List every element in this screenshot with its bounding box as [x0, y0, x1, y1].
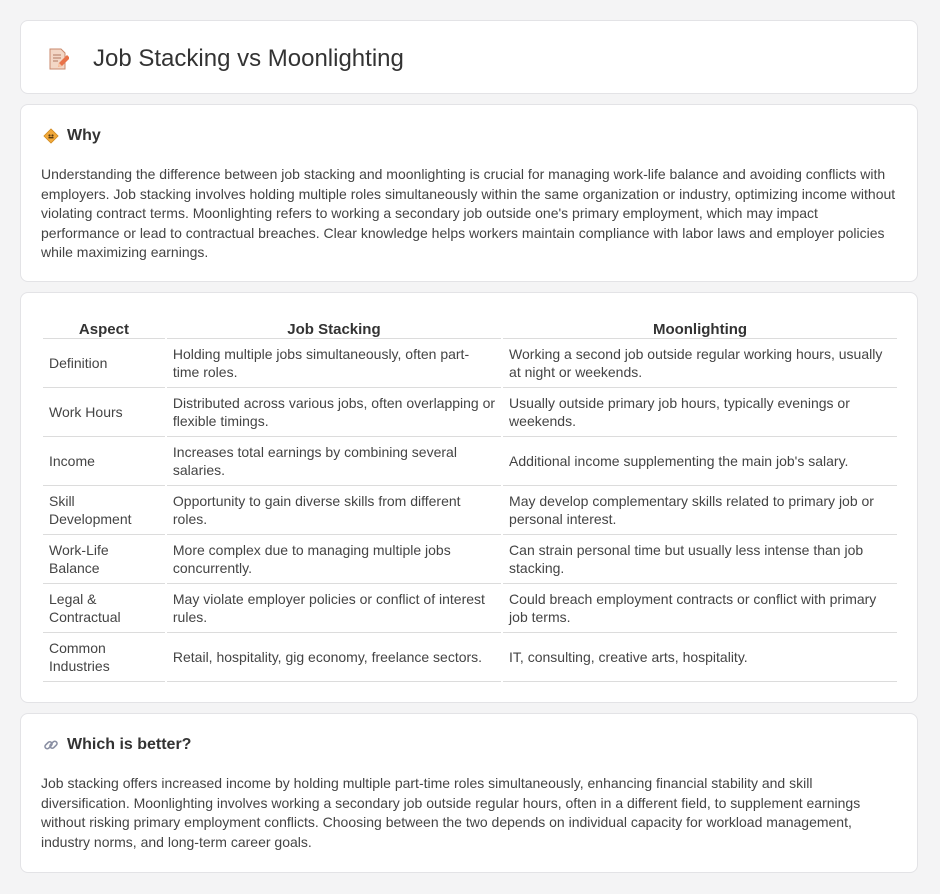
cell-aspect: Common Industries [43, 633, 165, 682]
cell-stacking: Holding multiple jobs simultaneously, often part-time roles. [167, 339, 501, 388]
cell-stacking: May violate employer policies or conflict of interest rules. [167, 584, 501, 633]
cell-moonlighting: Additional income supplementing the main job's salary. [503, 437, 897, 486]
page-title: Job Stacking vs Moonlighting [93, 45, 404, 72]
table-row [43, 388, 897, 437]
header-job-stacking: Job Stacking [167, 313, 501, 339]
which-better-card [20, 713, 918, 873]
why-card [20, 104, 918, 282]
table-row [43, 584, 897, 633]
header-moonlighting: Moonlighting [503, 313, 897, 339]
cell-stacking: Retail, hospitality, gig economy, freelance sectors. [167, 633, 501, 682]
cell-moonlighting: Can strain personal time but usually less intense than job stacking. [503, 535, 897, 584]
cell-aspect: Work-Life Balance [43, 535, 165, 584]
title-row [47, 45, 404, 73]
comparison-card [20, 292, 918, 703]
cell-stacking: Opportunity to gain diverse skills from different roles. [167, 486, 501, 535]
cell-moonlighting: IT, consulting, creative arts, hospitality. [503, 633, 897, 682]
header-aspect: Aspect [43, 313, 165, 339]
cell-aspect: Skill Development [43, 486, 165, 535]
link-icon [43, 737, 59, 753]
table-header-row [43, 313, 897, 339]
table-row [43, 437, 897, 486]
diamond-sign-icon [43, 128, 59, 144]
cell-moonlighting: Could breach employment contracts or conflict with primary job terms. [503, 584, 897, 633]
cell-aspect: Income [43, 437, 165, 486]
cell-stacking: Distributed across various jobs, often overlapping or flexible timings. [167, 388, 501, 437]
cell-aspect: Legal & Contractual [43, 584, 165, 633]
better-body: Job stacking offers increased income by holding multiple part-time roles simultaneously, enhancing financial stability and skill diversification. Moonlighting involves working a secondary job outside regular hours, often in a different field, to supplement earnings without risking primary employment conflicts. Choosing between the two depends on individual capacity for workload management, industry norms, and long-term career goals. [41, 775, 861, 850]
comparison-table [41, 313, 899, 682]
table-row [43, 535, 897, 584]
cell-moonlighting: May develop complementary skills related to primary job or personal interest. [503, 486, 897, 535]
why-title: Why [67, 127, 101, 144]
why-header [43, 127, 101, 145]
cell-stacking: More complex due to managing multiple jobs concurrently. [167, 535, 501, 584]
cell-moonlighting: Usually outside primary job hours, typically evenings or weekends. [503, 388, 897, 437]
cell-moonlighting: Working a second job outside regular working hours, usually at night or weekends. [503, 339, 897, 388]
better-title: Which is better? [67, 736, 192, 753]
why-body: Understanding the difference between job stacking and moonlighting is crucial for managing work-life balance and avoiding conflicts with employers. Job stacking involves holding multiple roles simultaneously within the same organization or industry, optimizing income without violating contract terms. Moonlighting refers to working a secondary job outside one's primary employment, which may impact performance or lead to contractual breaches. Clear knowledge helps workers maintain compliance with labor laws and employer policies while maximizing earnings. [41, 166, 896, 260]
cell-aspect: Definition [43, 339, 165, 388]
cell-aspect: Work Hours [43, 388, 165, 437]
title-card [20, 20, 918, 94]
document-pencil-icon [47, 48, 69, 70]
table-row [43, 633, 897, 682]
table-row [43, 486, 897, 535]
cell-stacking: Increases total earnings by combining several salaries. [167, 437, 501, 486]
better-header [43, 736, 191, 754]
table-row [43, 339, 897, 388]
